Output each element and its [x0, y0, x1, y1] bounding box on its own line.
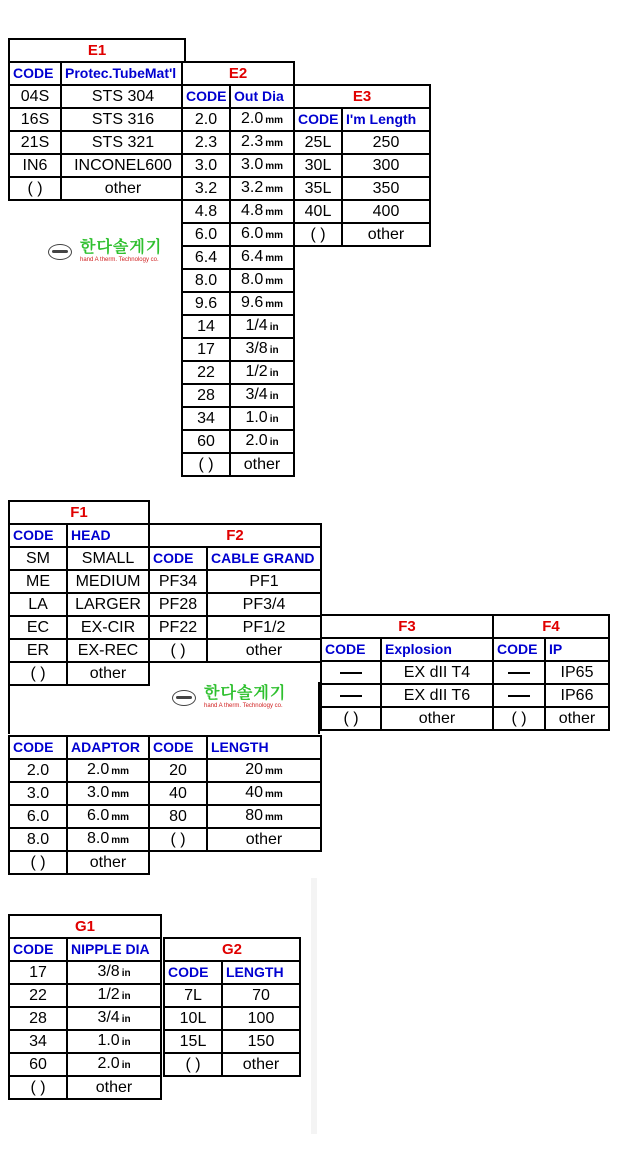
adaptor-row — [9, 851, 149, 874]
g1-value-cell — [67, 1007, 161, 1030]
g2-value-cell: 150 — [222, 1030, 300, 1053]
f3-row — [321, 707, 493, 730]
g2-value-cell: 100 — [222, 1007, 300, 1030]
f2-value-cell: other — [207, 639, 321, 662]
f3-value-cell: other — [381, 707, 493, 730]
f3-value-cell: EX dII T6 — [381, 684, 493, 707]
length-unit: mm — [265, 812, 283, 823]
f3-code-dash-icon — [321, 661, 381, 684]
f3-code-cell: ( ) — [321, 707, 381, 730]
e2-value-cell — [230, 407, 294, 430]
e1-value-cell: STS 316 — [61, 108, 185, 131]
e2-value: 4.8 — [240, 202, 264, 219]
company-logo — [48, 240, 162, 263]
f1-value-cell: EX-CIR — [67, 616, 149, 639]
length-row — [149, 828, 321, 851]
adaptor-code-cell: 3.0 — [9, 782, 67, 805]
dash-icon — [340, 695, 362, 697]
e1-header-material: Protec.TubeMat'l — [61, 62, 185, 85]
e2-value: 3.2 — [240, 179, 264, 196]
divider-line — [311, 878, 317, 1134]
g2-code-cell: ( ) — [164, 1053, 222, 1076]
logo-english-text: hand A therm. Technology co. — [204, 703, 283, 709]
e3-value-cell: 250 — [342, 131, 430, 154]
e3-row — [294, 200, 430, 223]
f4-code-dash-icon — [493, 684, 545, 707]
e2-value: 2.3 — [240, 133, 264, 150]
e2-value-cell — [230, 453, 294, 476]
e2-code-cell: 6.0 — [182, 223, 230, 246]
e2-code-cell: 60 — [182, 430, 230, 453]
e2-value: 3/8 — [245, 340, 268, 357]
e1-row — [9, 154, 185, 177]
e2-row — [182, 430, 294, 453]
g2-row — [164, 1053, 300, 1076]
adaptor-value: 3.0 — [86, 784, 110, 801]
e2-value: 1/2 — [245, 363, 268, 380]
length-value-cell — [207, 782, 321, 805]
e2-value: 1.0 — [245, 409, 268, 426]
length-value-cell — [207, 828, 321, 851]
g1-value: 3/4 — [97, 1009, 120, 1026]
length-unit: mm — [265, 789, 283, 800]
f4-value-cell: IP66 — [545, 684, 609, 707]
logo-mark-icon — [172, 690, 196, 706]
e3-row — [294, 177, 430, 200]
f1-header-head: HEAD — [67, 524, 149, 547]
g2-table — [163, 937, 301, 1077]
f2-code-cell: PF22 — [149, 616, 207, 639]
g1-header-code: CODE — [9, 938, 67, 961]
e2-row — [182, 154, 294, 177]
g1-value-cell — [67, 1030, 161, 1053]
e2-code-cell: 28 — [182, 384, 230, 407]
length-value-cell — [207, 759, 321, 782]
e2-code-cell: 17 — [182, 338, 230, 361]
e3-value-cell: 400 — [342, 200, 430, 223]
g1-row — [9, 961, 161, 984]
e2-value: 3.0 — [240, 156, 264, 173]
e1-value-cell: INCONEL600 — [61, 154, 185, 177]
g1-row — [9, 984, 161, 1007]
f4-row — [493, 684, 609, 707]
logo-korean-text: 한다솔게기 — [80, 239, 163, 256]
e1-row — [9, 177, 185, 200]
f2-code-cell: ( ) — [149, 639, 207, 662]
e2-row — [182, 315, 294, 338]
e2-code-cell: 2.0 — [182, 108, 230, 131]
length-row — [149, 759, 321, 782]
f3-row — [321, 684, 493, 707]
adaptor-value: 6.0 — [86, 807, 110, 824]
g1-unit: in — [121, 968, 131, 979]
f1-row — [9, 616, 149, 639]
adaptor-value-cell — [67, 805, 149, 828]
f1-value-cell: MEDIUM — [67, 570, 149, 593]
g2-code-cell: 10L — [164, 1007, 222, 1030]
e1-value-cell: STS 304 — [61, 85, 185, 108]
e2-value: 2.0 — [245, 432, 268, 449]
adaptor-value-cell — [67, 759, 149, 782]
dash-icon — [508, 695, 530, 697]
e2-unit: mm — [265, 230, 284, 241]
e3-code-cell: ( ) — [294, 223, 342, 246]
e2-row — [182, 131, 294, 154]
e2-value: 3/4 — [245, 386, 268, 403]
adaptor-header-adaptor: ADAPTOR — [67, 736, 149, 759]
e2-value-cell — [230, 246, 294, 269]
e2-value-cell — [230, 292, 294, 315]
e2-row — [182, 223, 294, 246]
f1-code-cell: ER — [9, 639, 67, 662]
e2-row — [182, 292, 294, 315]
e2-value-cell — [230, 131, 294, 154]
length-row — [149, 782, 321, 805]
e3-row — [294, 154, 430, 177]
company-logo-2 — [172, 686, 286, 709]
e2-value-cell — [230, 269, 294, 292]
e2-unit: in — [269, 345, 279, 356]
e2-value-cell — [230, 108, 294, 131]
adaptor-unit: mm — [111, 766, 130, 777]
e2-row — [182, 177, 294, 200]
f2-header-cable: CABLE GRAND — [207, 547, 321, 570]
g1-title: G1 — [9, 915, 161, 938]
f1-code-cell: ( ) — [9, 662, 67, 685]
f2-value-cell: PF3/4 — [207, 593, 321, 616]
f4-value-cell: other — [545, 707, 609, 730]
g1-value: 3/8 — [97, 963, 120, 980]
e2-row — [182, 200, 294, 223]
f4-row — [493, 707, 609, 730]
e2-row — [182, 108, 294, 131]
e2-value-cell — [230, 154, 294, 177]
g1-row — [9, 1076, 161, 1099]
e2-value: 9.6 — [240, 294, 264, 311]
g1-code-cell: 22 — [9, 984, 67, 1007]
e2-title: E2 — [182, 62, 294, 85]
e2-row — [182, 269, 294, 292]
e2-unit: in — [269, 437, 279, 448]
e2-value-cell — [230, 430, 294, 453]
f1-value-cell: other — [67, 662, 149, 685]
length-value: other — [245, 831, 283, 848]
adaptor-code-cell: 6.0 — [9, 805, 67, 828]
g2-header-length: LENGTH — [222, 961, 300, 984]
e2-row — [182, 338, 294, 361]
e2-value-cell — [230, 315, 294, 338]
f4-table — [492, 614, 610, 731]
adaptor-value-cell — [67, 782, 149, 805]
g2-value-cell: 70 — [222, 984, 300, 1007]
e3-row — [294, 131, 430, 154]
e2-row — [182, 407, 294, 430]
adaptor-row — [9, 759, 149, 782]
g1-value: other — [95, 1079, 133, 1096]
e1-title: E1 — [9, 39, 185, 62]
e1-table — [8, 38, 186, 201]
e2-unit: mm — [265, 207, 284, 218]
length-code-cell: 40 — [149, 782, 207, 805]
g1-unit: in — [121, 991, 131, 1002]
length-code-cell: ( ) — [149, 828, 207, 851]
g2-code-cell: 7L — [164, 984, 222, 1007]
f1-header-code: CODE — [9, 524, 67, 547]
f1-code-cell: EC — [9, 616, 67, 639]
f1-row — [9, 593, 149, 616]
g2-title: G2 — [164, 938, 300, 961]
e2-value: 2.0 — [240, 110, 264, 127]
e3-value-cell: 350 — [342, 177, 430, 200]
logo-english-text: hand A therm. Technology co. — [80, 257, 159, 263]
e3-header-length: I'm Length — [342, 108, 430, 131]
e2-code-cell: ( ) — [182, 453, 230, 476]
f3-row — [321, 661, 493, 684]
e3-title: E3 — [294, 85, 430, 108]
f2-row — [149, 639, 321, 662]
f2-value-cell: PF1/2 — [207, 616, 321, 639]
e2-value-cell — [230, 384, 294, 407]
length-table — [148, 735, 322, 852]
f2-value-cell: PF1 — [207, 570, 321, 593]
adaptor-row — [9, 828, 149, 851]
e2-code-cell: 3.0 — [182, 154, 230, 177]
g1-value: 1.0 — [97, 1032, 120, 1049]
e2-unit: in — [269, 368, 279, 379]
length-header-code: CODE — [149, 736, 207, 759]
adaptor-unit: mm — [111, 812, 130, 823]
e2-unit: mm — [265, 115, 284, 126]
f4-code-cell: ( ) — [493, 707, 545, 730]
g2-value-cell: other — [222, 1053, 300, 1076]
e3-value-cell: other — [342, 223, 430, 246]
e2-code-cell: 34 — [182, 407, 230, 430]
e2-unit: mm — [265, 161, 284, 172]
e2-row — [182, 246, 294, 269]
g1-row — [9, 1053, 161, 1076]
g1-row — [9, 1030, 161, 1053]
e1-code-cell: 21S — [9, 131, 61, 154]
length-value-cell — [207, 805, 321, 828]
f1-code-cell: ME — [9, 570, 67, 593]
adaptor-table — [8, 735, 150, 875]
e3-code-cell: 30L — [294, 154, 342, 177]
adaptor-unit: mm — [111, 835, 130, 846]
e2-unit: in — [269, 322, 279, 333]
e2-code-cell: 8.0 — [182, 269, 230, 292]
e2-value-cell — [230, 223, 294, 246]
f2-header-code: CODE — [149, 547, 207, 570]
g1-value: 2.0 — [97, 1055, 120, 1072]
e2-unit: mm — [265, 299, 284, 310]
f1-row — [9, 547, 149, 570]
g1-unit: in — [121, 1037, 131, 1048]
e3-value-cell: 300 — [342, 154, 430, 177]
e1-row — [9, 108, 185, 131]
g1-value: 1/2 — [97, 986, 120, 1003]
length-value: 40 — [245, 784, 263, 801]
e1-code-cell: 16S — [9, 108, 61, 131]
g1-code-cell: 34 — [9, 1030, 67, 1053]
e1-code-cell: IN6 — [9, 154, 61, 177]
f1-table — [8, 500, 150, 686]
adaptor-code-cell: ( ) — [9, 851, 67, 874]
e1-row — [9, 85, 185, 108]
g2-row — [164, 1007, 300, 1030]
f1-row — [9, 639, 149, 662]
f4-row — [493, 661, 609, 684]
adaptor-code-cell: 8.0 — [9, 828, 67, 851]
e2-value: 8.0 — [240, 271, 264, 288]
e2-code-cell: 3.2 — [182, 177, 230, 200]
adaptor-header-code: CODE — [9, 736, 67, 759]
e1-value-cell: STS 321 — [61, 131, 185, 154]
e2-row — [182, 384, 294, 407]
g1-code-cell: 17 — [9, 961, 67, 984]
e2-table — [181, 61, 295, 477]
g1-value-cell — [67, 961, 161, 984]
e2-value-cell — [230, 338, 294, 361]
length-code-cell: 80 — [149, 805, 207, 828]
length-unit: mm — [265, 766, 283, 777]
e2-unit: in — [269, 414, 279, 425]
g2-row — [164, 984, 300, 1007]
f1-value-cell: EX-REC — [67, 639, 149, 662]
g1-code-cell: ( ) — [9, 1076, 67, 1099]
e2-value-cell — [230, 200, 294, 223]
e2-value: 6.0 — [240, 225, 264, 242]
length-value: 20 — [245, 761, 263, 778]
f1-value-cell: LARGER — [67, 593, 149, 616]
length-code-cell: 20 — [149, 759, 207, 782]
e2-unit: mm — [265, 276, 284, 287]
e2-code-cell: 6.4 — [182, 246, 230, 269]
e3-code-cell: 35L — [294, 177, 342, 200]
f2-row — [149, 616, 321, 639]
e3-code-cell: 25L — [294, 131, 342, 154]
f2-code-cell: PF34 — [149, 570, 207, 593]
e3-header-code: CODE — [294, 108, 342, 131]
f1-value-cell: SMALL — [67, 547, 149, 570]
adaptor-value-cell — [67, 851, 149, 874]
f4-code-dash-icon — [493, 661, 545, 684]
g2-row — [164, 1030, 300, 1053]
f2-code-cell: PF28 — [149, 593, 207, 616]
f1-code-cell: LA — [9, 593, 67, 616]
f4-value-cell: IP65 — [545, 661, 609, 684]
e2-unit: mm — [265, 184, 284, 195]
e2-header-outdia: Out Dia — [230, 85, 294, 108]
e2-code-cell: 14 — [182, 315, 230, 338]
f1-title: F1 — [9, 501, 149, 524]
f4-title: F4 — [493, 615, 609, 638]
logo-mark-icon — [48, 244, 72, 260]
adaptor-code-cell: 2.0 — [9, 759, 67, 782]
e1-code-cell: ( ) — [9, 177, 61, 200]
e1-code-cell: 04S — [9, 85, 61, 108]
e2-unit: mm — [265, 138, 284, 149]
f2-title: F2 — [149, 524, 321, 547]
e3-code-cell: 40L — [294, 200, 342, 223]
adaptor-unit: mm — [111, 789, 130, 800]
e2-unit: mm — [265, 253, 284, 264]
e1-header-code: CODE — [9, 62, 61, 85]
f3-table — [320, 614, 494, 731]
e1-value-cell: other — [61, 177, 185, 200]
e3-table — [293, 84, 431, 247]
e2-value-cell — [230, 177, 294, 200]
f3-header-explosion: Explosion — [381, 638, 493, 661]
e2-code-cell: 22 — [182, 361, 230, 384]
g1-unit: in — [121, 1014, 131, 1025]
g2-code-cell: 15L — [164, 1030, 222, 1053]
f1-row — [9, 570, 149, 593]
e2-value: 1/4 — [245, 317, 268, 334]
f1-code-cell: SM — [9, 547, 67, 570]
e2-row — [182, 361, 294, 384]
f3-value-cell: EX dII T4 — [381, 661, 493, 684]
adaptor-row — [9, 782, 149, 805]
adaptor-value: other — [89, 854, 127, 871]
f2-row — [149, 593, 321, 616]
length-header-length: LENGTH — [207, 736, 321, 759]
adaptor-value: 8.0 — [86, 830, 110, 847]
g1-value-cell — [67, 1076, 161, 1099]
e1-row — [9, 131, 185, 154]
e2-code-cell: 9.6 — [182, 292, 230, 315]
f2-row — [149, 570, 321, 593]
g1-code-cell: 28 — [9, 1007, 67, 1030]
length-value: 80 — [245, 807, 263, 824]
g2-header-code: CODE — [164, 961, 222, 984]
e3-row — [294, 223, 430, 246]
e2-row — [182, 453, 294, 476]
e2-value: other — [243, 456, 281, 473]
dash-icon — [508, 672, 530, 674]
e2-code-cell: 2.3 — [182, 131, 230, 154]
e2-value-cell — [230, 361, 294, 384]
adaptor-value-cell — [67, 828, 149, 851]
f3-code-dash-icon — [321, 684, 381, 707]
g1-value-cell — [67, 984, 161, 1007]
f3-title: F3 — [321, 615, 493, 638]
g1-value-cell — [67, 1053, 161, 1076]
f2-table — [148, 523, 322, 663]
g1-table — [8, 914, 162, 1100]
logo-korean-text: 한다솔게기 — [204, 685, 287, 702]
dash-icon — [340, 672, 362, 674]
length-row — [149, 805, 321, 828]
f4-header-code: CODE — [493, 638, 545, 661]
g1-unit: in — [121, 1060, 131, 1071]
f4-header-ip: IP — [545, 638, 609, 661]
g1-code-cell: 60 — [9, 1053, 67, 1076]
e2-value: 6.4 — [240, 248, 264, 265]
adaptor-row — [9, 805, 149, 828]
e2-unit: in — [269, 391, 279, 402]
e2-header-code: CODE — [182, 85, 230, 108]
f3-header-code: CODE — [321, 638, 381, 661]
e2-code-cell: 4.8 — [182, 200, 230, 223]
g1-row — [9, 1007, 161, 1030]
adaptor-value: 2.0 — [86, 761, 110, 778]
g1-header-nipple: NIPPLE DIA — [67, 938, 161, 961]
